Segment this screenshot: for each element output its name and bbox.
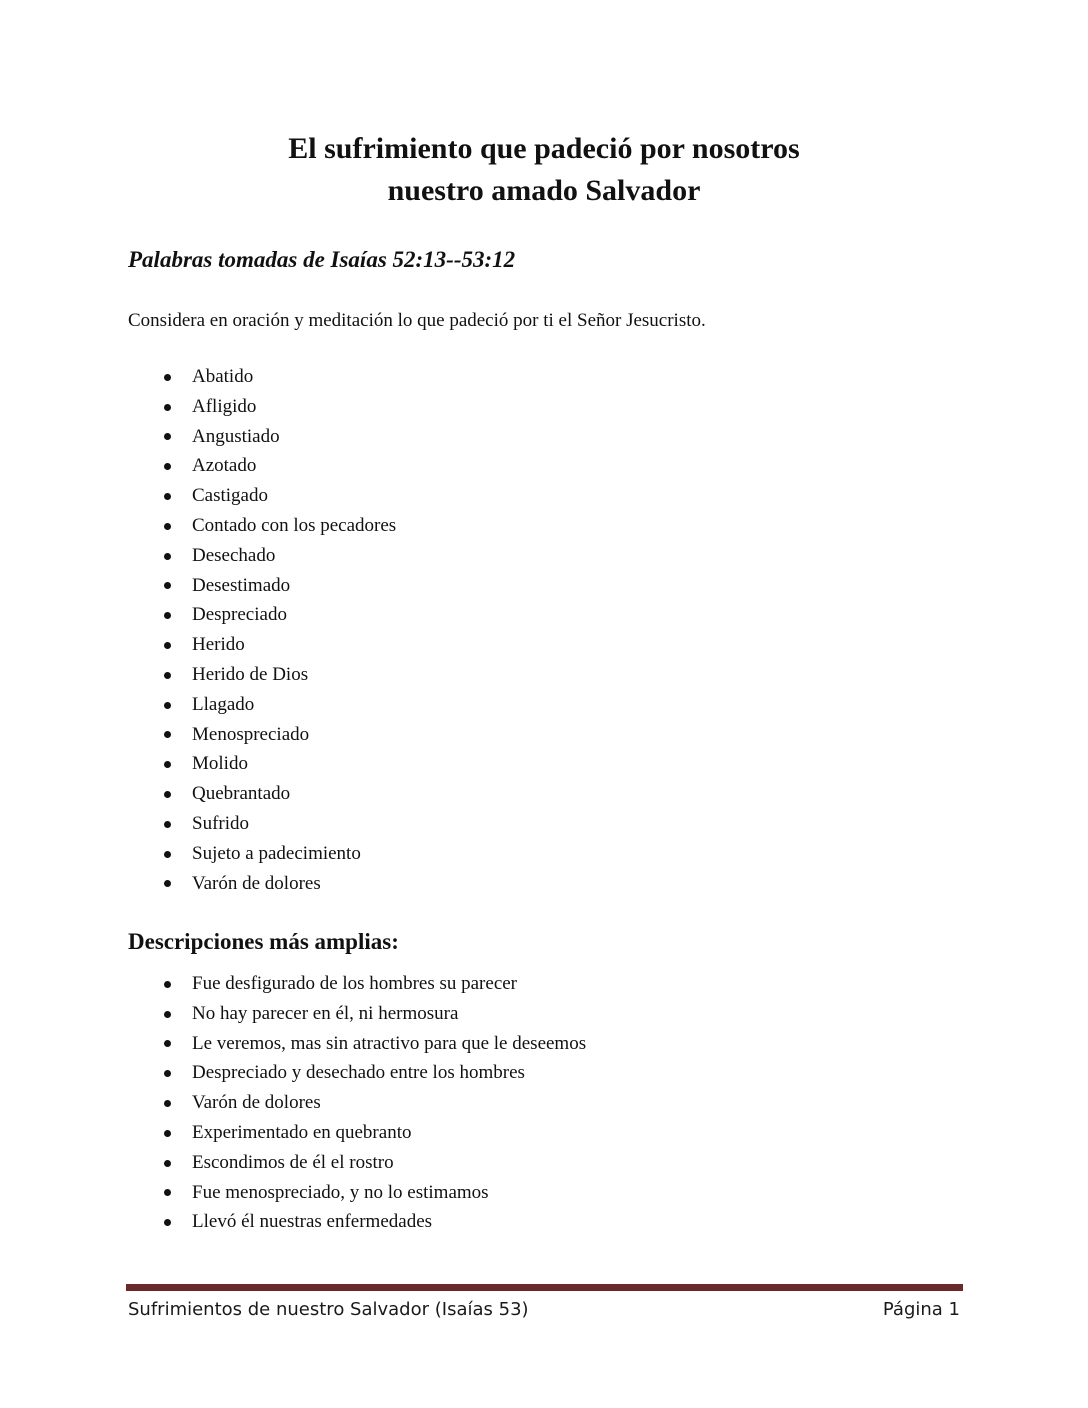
- bullet-icon: [164, 374, 171, 381]
- bullet-icon: [164, 404, 171, 411]
- intro-paragraph: Considera en oración y meditación lo que padeció por ti el Señor Jesucristo.: [128, 310, 706, 331]
- bullet-icon: [164, 1189, 171, 1196]
- list-item-text: Sujeto a padecimiento: [192, 842, 361, 864]
- list-item-text: Fue desfigurado de los hombres su parecer: [192, 973, 518, 994]
- page-title: [0, 128, 1088, 212]
- list-item: [128, 869, 396, 899]
- list-item-text: Angustiado: [192, 425, 280, 447]
- list-item: [128, 809, 396, 839]
- bullet-icon: [164, 463, 171, 470]
- bullet-icon: [164, 612, 171, 619]
- bullet-icon: [164, 1040, 171, 1047]
- list-item: [128, 969, 586, 999]
- list-item: [128, 451, 396, 481]
- list-item-text: Experimentado en quebranto: [192, 1121, 412, 1143]
- bullet-icon: [164, 1130, 171, 1137]
- list-item: [128, 600, 396, 630]
- list-item-text: Despreciado: [192, 604, 287, 626]
- list-item: [128, 1148, 586, 1178]
- list-item-text: Desechado: [192, 544, 276, 566]
- list-item: [128, 1088, 586, 1118]
- list-item-text: Llagado: [192, 693, 255, 715]
- list-item: [128, 1207, 586, 1237]
- list-item-text: Herido de Dios: [192, 663, 309, 685]
- bullet-icon: [164, 582, 171, 589]
- bullet-icon: [164, 1100, 171, 1107]
- list-item-text: No hay parecer en él, ni hermosura: [192, 1002, 459, 1024]
- list-item: [128, 690, 396, 720]
- title-line-2: nuestro amado Salvador: [387, 174, 701, 207]
- list-item-text: Herido: [192, 634, 245, 656]
- bullet-icon: [164, 433, 171, 440]
- list-item-text: Escondimos de él el rostro: [192, 1151, 394, 1173]
- section-heading: Descripciones más amplias:: [128, 929, 399, 954]
- footer-rule: [126, 1284, 963, 1291]
- list-item: [128, 630, 396, 660]
- list-item-text: Varón de dolores: [192, 1092, 321, 1114]
- footer-document-title: Sufrimientos de nuestro Salvador (Isaías 53): [128, 1299, 529, 1320]
- list-item: [128, 1029, 586, 1059]
- list-item: [128, 392, 396, 422]
- list-item: [128, 422, 396, 452]
- list-item-text: Despreciado y desechado entre los hombres: [192, 1062, 525, 1084]
- list-item: [128, 1118, 586, 1148]
- list-item-text: Contado con los pecadores: [192, 514, 397, 536]
- list-item: [128, 1058, 586, 1088]
- list-item-text: Sufrido: [192, 812, 249, 834]
- bullet-icon: [164, 851, 171, 858]
- list-item-text: Molido: [192, 753, 248, 775]
- list-item-text: Varón de dolores: [192, 872, 321, 894]
- list-item-text: Castigado: [192, 485, 268, 507]
- bullet-icon: [164, 642, 171, 649]
- list-item-text: Fue menospreciado, y no lo estimamos: [192, 1181, 489, 1203]
- list-item: [128, 779, 396, 809]
- bullet-icon: [164, 880, 171, 887]
- list-item: [128, 749, 396, 779]
- page-number: Página 1: [882, 1299, 960, 1320]
- bullet-icon: [164, 1011, 171, 1018]
- bullet-icon: [164, 791, 171, 798]
- bullet-icon: [164, 553, 171, 560]
- list-item-text: Afligido: [192, 395, 257, 417]
- bullet-icon: [164, 761, 171, 768]
- list-item: [128, 839, 396, 869]
- bullet-icon: [164, 1219, 171, 1226]
- bullet-icon: [164, 672, 171, 679]
- title-line-1: El sufrimiento que padeció por nosotros: [288, 132, 800, 165]
- list-item: [128, 999, 586, 1029]
- list-item: [128, 571, 396, 601]
- list-item: [128, 1178, 586, 1208]
- bullet-icon: [164, 821, 171, 828]
- list-item: [128, 481, 396, 511]
- list-item: [128, 660, 396, 690]
- list-item: [128, 511, 396, 541]
- bullet-icon: [164, 981, 171, 988]
- list-item-text: Azotado: [192, 455, 257, 477]
- list-item-text: Abatido: [192, 366, 254, 387]
- list-item: [128, 541, 396, 571]
- bullet-icon: [164, 731, 171, 738]
- list-item-text: Le veremos, mas sin atractivo para que le deseemos: [192, 1032, 587, 1054]
- bullet-icon: [164, 1160, 171, 1167]
- list-item: [128, 362, 396, 392]
- scripture-subtitle: Palabras tomadas de Isaías 52:13--53:12: [128, 247, 516, 272]
- bullet-icon: [164, 493, 171, 500]
- list-item: [128, 720, 396, 750]
- list-item-text: Llevó él nuestras enfermedades: [192, 1211, 433, 1233]
- description-list: [128, 969, 586, 1237]
- list-item-text: Desestimado: [192, 574, 291, 596]
- bullet-icon: [164, 523, 171, 530]
- bullet-icon: [164, 702, 171, 709]
- list-item-text: Menospreciado: [192, 723, 310, 745]
- list-item-text: Quebrantado: [192, 783, 291, 805]
- bullet-icon: [164, 1070, 171, 1077]
- suffering-word-list: [128, 362, 396, 898]
